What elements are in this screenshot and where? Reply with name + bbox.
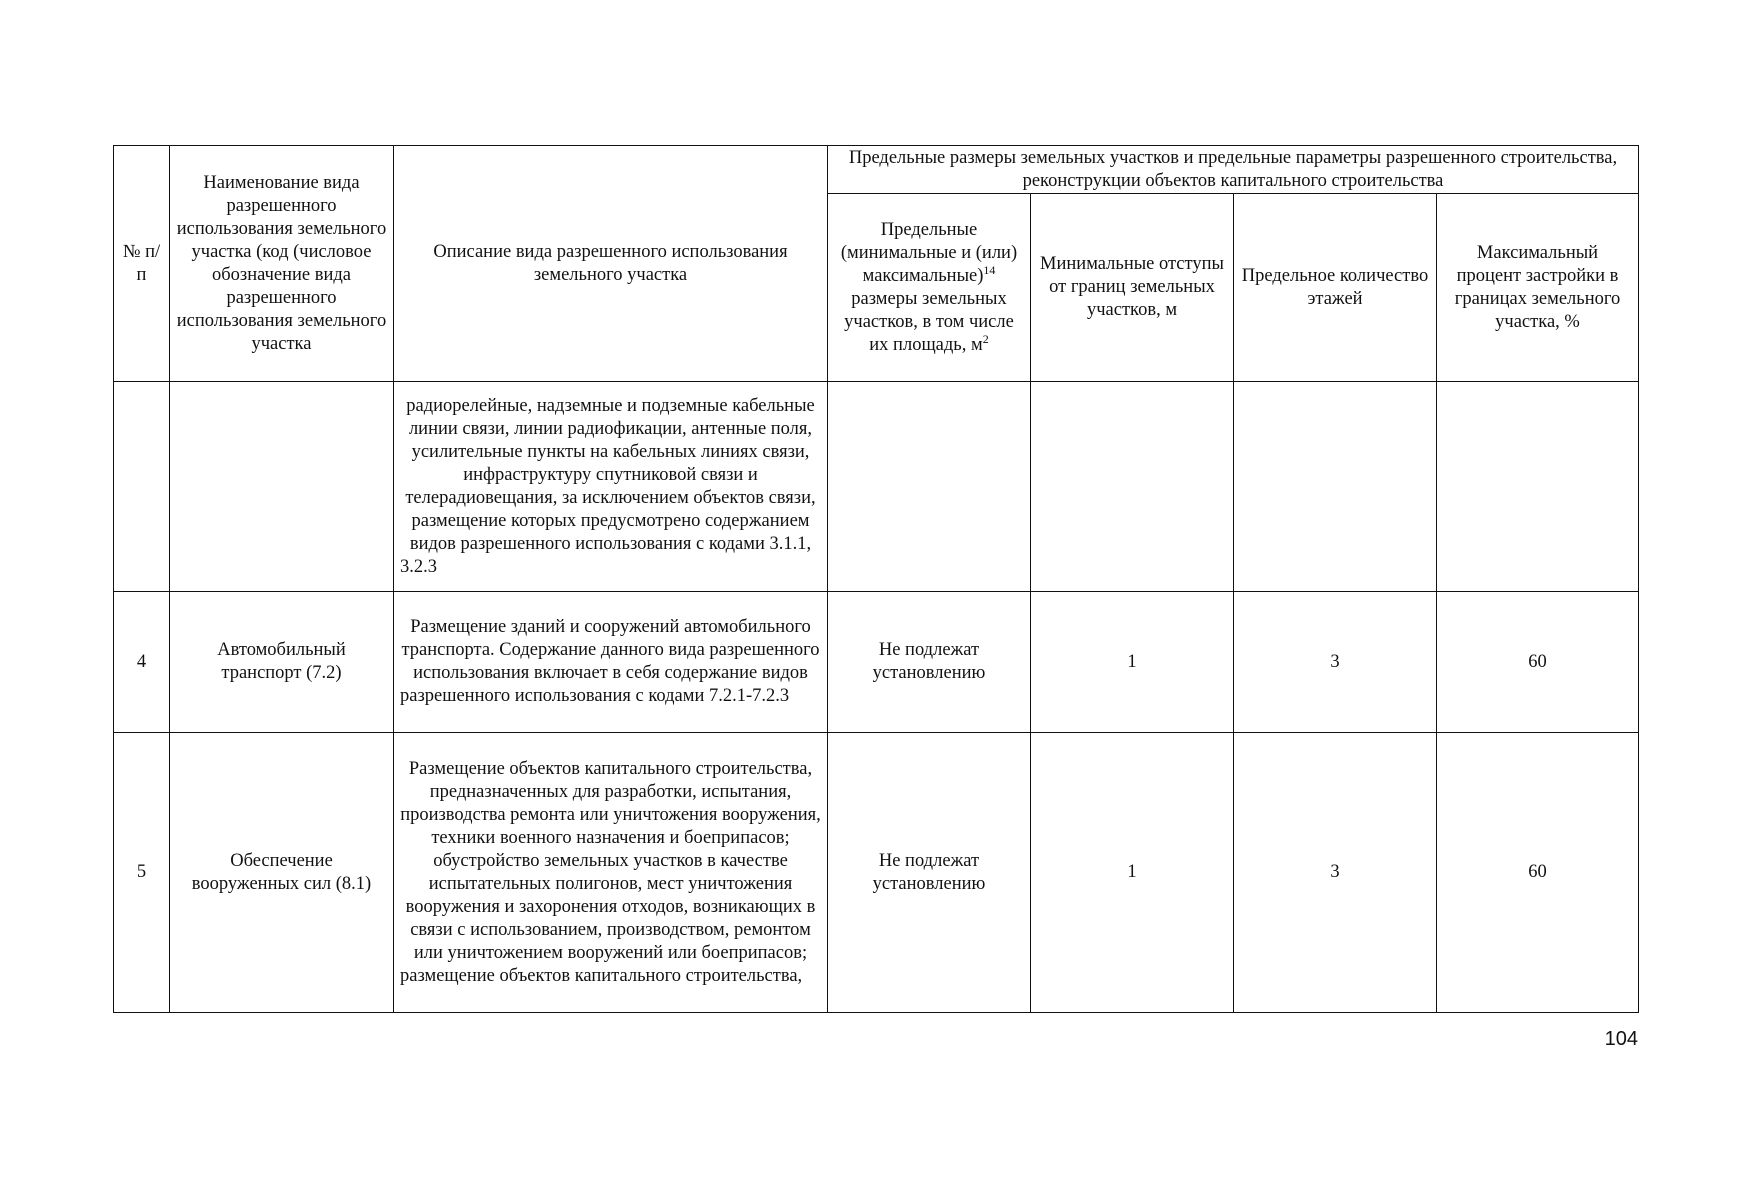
row-setback: 1 xyxy=(1031,592,1234,733)
header-size xyxy=(828,194,1031,382)
header-size-footnote: 14 xyxy=(983,262,996,277)
table-row xyxy=(114,382,1639,592)
row-num xyxy=(114,382,170,592)
header-coverage: Максимальный процент застройки в границах земельного участка, % xyxy=(1437,194,1639,382)
land-use-table xyxy=(113,145,1639,1013)
row-name xyxy=(170,382,394,592)
page-number: 104 xyxy=(1604,1028,1638,1050)
row-description: Размещение объектов капитального строительства, предназначенных для разработки, испытания, производства ремонта или уничтожения вооружения, техники военного назначения и боеприпасов; обустройство земельных участков в качестве испытательных полигонов, мест уничтожения вооружения и захоронения отходов, возникающих в связи с использованием, производством, ремонтом или уничтожением вооружений или боеприпасов; размещение объектов капитального строительства, xyxy=(394,733,828,1013)
header-row-1 xyxy=(114,146,1639,194)
row-floors: 3 xyxy=(1234,592,1437,733)
row-num: 4 xyxy=(114,592,170,733)
row-coverage: 60 xyxy=(1437,592,1639,733)
row-description: Размещение зданий и сооружений автомобильного транспорта. Содержание данного вида разрешенного использования включает в себя содержание видов разрешенного использования с кодами 7.2.1-7.2.3 xyxy=(394,592,828,733)
row-coverage xyxy=(1437,382,1639,592)
header-group: Предельные размеры земельных участков и предельные параметры разрешенного строительства, реконструкции объектов капитального строительства xyxy=(828,146,1639,194)
row-name: Автомобильный транспорт (7.2) xyxy=(170,592,394,733)
row-coverage: 60 xyxy=(1437,733,1639,1013)
header-size-text-a: Предельные (минимальные и (или) максимальные) xyxy=(840,219,1018,286)
row-size: Не подлежат установлению xyxy=(828,592,1031,733)
row-size xyxy=(828,382,1031,592)
header-setback: Минимальные отступы от границ земельных участков, м xyxy=(1031,194,1234,382)
header-floors: Предельное количество этажей xyxy=(1234,194,1437,382)
row-description: радиорелейные, надземные и подземные кабельные линии связи, линии радиофикации, антенные поля, усилительные пункты на кабельных линиях связи, инфраструктуру спутниковой связи и телерадиовещания, за исключением объектов связи, размещение которых предусмотрено содержанием видов разрешенного использования с кодами 3.1.1, 3.2.3 xyxy=(394,382,828,592)
row-size: Не подлежат установлению xyxy=(828,733,1031,1013)
row-floors: 3 xyxy=(1234,733,1437,1013)
table-row xyxy=(114,592,1639,733)
row-setback: 1 xyxy=(1031,733,1234,1013)
header-name: Наименование вида разрешенного использования земельного участка (код (числовое обозначение вида разрешенного использования земельного участка xyxy=(170,146,394,382)
header-num: № п/п xyxy=(114,146,170,382)
row-setback xyxy=(1031,382,1234,592)
row-floors xyxy=(1234,382,1437,592)
header-size-text-b: размеры земельных участков, в том числе их площадь, м xyxy=(844,288,1014,355)
header-description: Описание вида разрешенного использования земельного участка xyxy=(394,146,828,382)
header-size-unit-sup: 2 xyxy=(982,331,989,346)
table-row xyxy=(114,733,1639,1013)
row-num: 5 xyxy=(114,733,170,1013)
row-name: Обеспечение вооруженных сил (8.1) xyxy=(170,733,394,1013)
